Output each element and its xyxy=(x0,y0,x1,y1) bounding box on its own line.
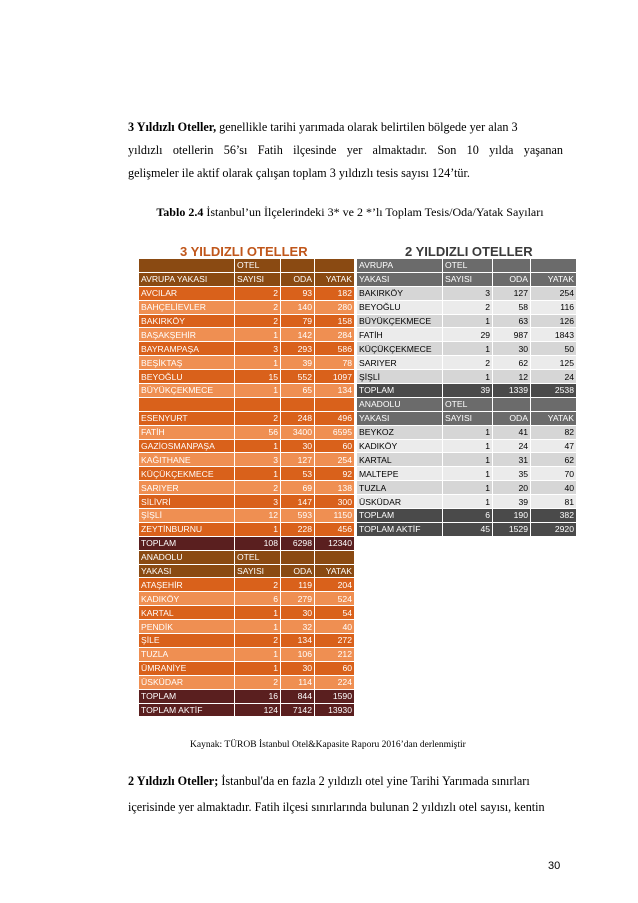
left-table-row xyxy=(139,300,355,314)
right-table-row xyxy=(357,384,577,398)
left-table-row xyxy=(139,550,355,564)
left-table-row xyxy=(139,564,355,578)
table-cell: 79 xyxy=(281,314,315,328)
table-cell: BEYKOZ xyxy=(357,425,443,439)
table-source: Kaynak: TÜROB İstanbul Otel&Kapasite Raporu 2016’dan derlenmiştir xyxy=(190,740,466,750)
table-cell: 30 xyxy=(281,606,315,620)
table-cell: 56 xyxy=(235,425,281,439)
intro-bold: 3 Yıldızlı Oteller, xyxy=(128,120,217,134)
table-cell: ODA xyxy=(281,564,315,578)
left-table-row xyxy=(139,384,355,398)
table-cell: BEYOĞLU xyxy=(139,370,235,384)
table-cell: 2 xyxy=(235,411,281,425)
right-table-row xyxy=(357,286,577,300)
intro-paragraph xyxy=(128,116,563,185)
table-cell: TOPLAM xyxy=(139,689,235,703)
table-cell: BEYOĞLU xyxy=(357,300,443,314)
table-cell: 126 xyxy=(531,314,577,328)
table-cell: 844 xyxy=(281,689,315,703)
table-cell: 65 xyxy=(281,384,315,398)
table-cell: 47 xyxy=(531,439,577,453)
intro-line3: gelişmeler ile aktif olarak çalışan toplam 3 yıldızlı tesis sayısı 124’tür. xyxy=(128,166,470,180)
right-table-row xyxy=(357,411,577,425)
table-cell xyxy=(281,259,315,273)
table-cell: 2 xyxy=(235,300,281,314)
table-cell: PENDİK xyxy=(139,620,235,634)
left-table-row xyxy=(139,481,355,495)
table-caption xyxy=(150,205,550,220)
table-cell: 3400 xyxy=(281,425,315,439)
right-table-row xyxy=(357,439,577,453)
left-table-row xyxy=(139,342,355,356)
table-cell: 53 xyxy=(281,467,315,481)
table-cell: 552 xyxy=(281,370,315,384)
table-cell: 1 xyxy=(235,467,281,481)
left-table-row xyxy=(139,328,355,342)
table-cell: 1 xyxy=(443,314,493,328)
table-cell: 272 xyxy=(315,634,355,648)
table-cell: ÜSKÜDAR xyxy=(357,495,443,509)
table-cell: SAYISI xyxy=(443,272,493,286)
table-cell: 41 xyxy=(493,425,531,439)
table-cell: 30 xyxy=(281,661,315,675)
table-cell: 1 xyxy=(443,453,493,467)
right-table-row xyxy=(357,272,577,286)
table-cell: 140 xyxy=(281,300,315,314)
table-cell: AVCILAR xyxy=(139,286,235,300)
table-cell: 224 xyxy=(315,675,355,689)
right-table-title: 2 YILDIZLI OTELLER xyxy=(405,244,533,259)
left-table-row xyxy=(139,453,355,467)
left-table-row xyxy=(139,425,355,439)
table-cell: 108 xyxy=(235,536,281,550)
left-table-row xyxy=(139,411,355,425)
table-cell: 62 xyxy=(493,356,531,370)
table-cell: 58 xyxy=(493,300,531,314)
intro-line2: yıldızlı otellerin 56’sı Fatih ilçesinde yer almaktadır. Son 10 yılda yaşanan xyxy=(128,143,563,157)
table-cell: 1150 xyxy=(315,509,355,523)
left-table-title: 3 YILDIZLI OTELLER xyxy=(180,244,308,259)
table-cell: 125 xyxy=(531,356,577,370)
table-cell: ATAŞEHİR xyxy=(139,578,235,592)
table-cell: ÜMRANİYE xyxy=(139,661,235,675)
table-cell: YAKASI xyxy=(139,564,235,578)
table-cell: 63 xyxy=(493,314,531,328)
table-cell: FATİH xyxy=(139,425,235,439)
table-cell: 69 xyxy=(281,481,315,495)
table-cell: 124 xyxy=(235,703,281,717)
left-table-row xyxy=(139,536,355,550)
table-cell: 300 xyxy=(315,495,355,509)
left-table-row xyxy=(139,606,355,620)
left-table-row xyxy=(139,522,355,536)
table-cell: 1 xyxy=(235,620,281,634)
left-table-row xyxy=(139,495,355,509)
table-cell: 39 xyxy=(281,356,315,370)
table-cell: 456 xyxy=(315,522,355,536)
left-table-row xyxy=(139,620,355,634)
table-cell: 279 xyxy=(281,592,315,606)
table-cell: 82 xyxy=(531,425,577,439)
left-table-row xyxy=(139,439,355,453)
table-cell: 1 xyxy=(235,384,281,398)
table-cell: YATAK xyxy=(315,272,355,286)
table-cell xyxy=(315,259,355,273)
table-cell: 1 xyxy=(443,439,493,453)
table-cell: AVRUPA xyxy=(357,259,443,273)
table-cell: YAKASI xyxy=(357,272,443,286)
table-cell: SAYISI xyxy=(443,411,493,425)
table-cell: 6 xyxy=(443,509,493,523)
table-cell: 2 xyxy=(235,578,281,592)
table-cell: ODA xyxy=(281,272,315,286)
table-cell: 1097 xyxy=(315,370,355,384)
table-cell: 62 xyxy=(531,453,577,467)
left-table-row xyxy=(139,578,355,592)
table-cell: 2 xyxy=(443,356,493,370)
table-cell: 2 xyxy=(443,300,493,314)
table-cell: 116 xyxy=(531,300,577,314)
table-cell: 182 xyxy=(315,286,355,300)
table-cell: ODA xyxy=(493,411,531,425)
table-cell: 30 xyxy=(493,342,531,356)
intro-line1: genellikle tarihi yarımada olarak belirtilen bölgede yer alan 3 xyxy=(216,120,518,134)
caption-label: Tablo 2.4 xyxy=(156,205,204,219)
table-cell: 2 xyxy=(235,286,281,300)
two-star-paragraph xyxy=(128,768,563,820)
table-cell: ANADOLU xyxy=(139,550,235,564)
table-cell: 204 xyxy=(315,578,355,592)
table-cell: 40 xyxy=(315,620,355,634)
two-star-line1: İstanbul'da en fazla 2 yıldızlı otel yine Tarihi Yarımada sınırları xyxy=(218,774,530,788)
table-cell: 2 xyxy=(235,481,281,495)
left-table-row xyxy=(139,370,355,384)
right-table-row xyxy=(357,370,577,384)
table-cell: 39 xyxy=(443,384,493,398)
table-cell: 2 xyxy=(235,314,281,328)
table-cell: SARIYER xyxy=(139,481,235,495)
table-cell: 1529 xyxy=(493,522,531,536)
page-number: 30 xyxy=(548,860,561,872)
table-cell: 106 xyxy=(281,647,315,661)
right-table-row xyxy=(357,314,577,328)
table-cell: 1 xyxy=(443,425,493,439)
right-table-row xyxy=(357,300,577,314)
table-cell: 15 xyxy=(235,370,281,384)
table-cell: 586 xyxy=(315,342,355,356)
table-cell: 1 xyxy=(443,467,493,481)
two-star-bold: 2 Yıldızlı Oteller; xyxy=(128,774,219,788)
table-cell: SAYISI xyxy=(235,272,281,286)
table-cell: SAYISI xyxy=(235,564,281,578)
left-table-row xyxy=(139,661,355,675)
table-cell: 29 xyxy=(443,328,493,342)
table-cell: KÜÇÜKÇEKMECE xyxy=(357,342,443,356)
table-cell: 987 xyxy=(493,328,531,342)
table-cell: 40 xyxy=(531,481,577,495)
table-cell: 1 xyxy=(443,495,493,509)
table-cell: TOPLAM AKTİF xyxy=(139,703,235,717)
table-cell: 1 xyxy=(235,356,281,370)
table-cell: TUZLA xyxy=(139,647,235,661)
table-cell: 134 xyxy=(281,634,315,648)
table-cell: KÜÇÜKÇEKMECE xyxy=(139,467,235,481)
left-table-row xyxy=(139,356,355,370)
table-cell: OTEL xyxy=(235,550,281,564)
table-cell xyxy=(139,397,235,411)
table-cell: 39 xyxy=(493,495,531,509)
table-cell: BAŞAKŞEHİR xyxy=(139,328,235,342)
left-table-row xyxy=(139,703,355,717)
table-cell: 2920 xyxy=(531,522,577,536)
table-cell: BÜYÜKÇEKMECE xyxy=(357,314,443,328)
left-table-row xyxy=(139,286,355,300)
table-cell: 20 xyxy=(493,481,531,495)
table-cell: ZEYTİNBURNU xyxy=(139,522,235,536)
table-cell: 1 xyxy=(235,661,281,675)
right-table-row xyxy=(357,495,577,509)
table-cell: 284 xyxy=(315,328,355,342)
table-cell: 92 xyxy=(315,467,355,481)
table-cell: 1 xyxy=(235,647,281,661)
table-cell: 254 xyxy=(315,453,355,467)
table-cell: 24 xyxy=(493,439,531,453)
table-cell: 45 xyxy=(443,522,493,536)
right-table-row xyxy=(357,328,577,342)
right-table-row xyxy=(357,356,577,370)
table-cell: 1 xyxy=(235,439,281,453)
table-cell: 6595 xyxy=(315,425,355,439)
table-cell: MALTEPE xyxy=(357,467,443,481)
table-cell: 2538 xyxy=(531,384,577,398)
table-cell xyxy=(315,397,355,411)
table-cell xyxy=(281,397,315,411)
table-cell xyxy=(531,259,577,273)
table-cell: 3 xyxy=(235,453,281,467)
table-cell: GAZİOSMANPAŞA xyxy=(139,439,235,453)
table-cell: 6 xyxy=(235,592,281,606)
three-star-table xyxy=(138,258,355,717)
table-cell: TOPLAM xyxy=(139,536,235,550)
table-cell xyxy=(531,397,577,411)
table-cell: 31 xyxy=(493,453,531,467)
right-table-row xyxy=(357,467,577,481)
table-cell: ESENYURT xyxy=(139,411,235,425)
table-cell: 119 xyxy=(281,578,315,592)
table-cell: BAKIRKÖY xyxy=(357,286,443,300)
table-cell: TOPLAM AKTİF xyxy=(357,522,443,536)
table-cell: 30 xyxy=(281,439,315,453)
table-cell: OTEL xyxy=(443,397,493,411)
table-cell: 1 xyxy=(235,522,281,536)
left-table-row xyxy=(139,675,355,689)
right-table-row xyxy=(357,522,577,536)
table-cell: 382 xyxy=(531,509,577,523)
table-cell: 1 xyxy=(443,370,493,384)
caption-text: İstanbul’un İlçelerindeki 3* ve 2 *’lı Toplam Tesis/Oda/Yatak Sayıları xyxy=(203,205,544,219)
left-table-row xyxy=(139,259,355,273)
table-cell: 12 xyxy=(235,509,281,523)
table-cell xyxy=(281,550,315,564)
table-cell: 524 xyxy=(315,592,355,606)
table-cell: 114 xyxy=(281,675,315,689)
left-table-row xyxy=(139,397,355,411)
right-table-row xyxy=(357,481,577,495)
table-cell: ODA xyxy=(493,272,531,286)
table-cell: AVRUPA YAKASI xyxy=(139,272,235,286)
right-table-row xyxy=(357,397,577,411)
table-cell: KADIKÖY xyxy=(357,439,443,453)
table-cell: BÜYÜKÇEKMECE xyxy=(139,384,235,398)
table-cell: KAĞITHANE xyxy=(139,453,235,467)
table-cell: BAHÇELİEVLER xyxy=(139,300,235,314)
table-cell: 1 xyxy=(235,328,281,342)
left-table-row xyxy=(139,509,355,523)
table-cell xyxy=(493,397,531,411)
table-cell: ANADOLU xyxy=(357,397,443,411)
right-table-row xyxy=(357,509,577,523)
table-cell: 293 xyxy=(281,342,315,356)
table-cell: OTEL xyxy=(235,259,281,273)
table-cell: 1 xyxy=(443,481,493,495)
table-cell: 12 xyxy=(493,370,531,384)
two-star-table xyxy=(356,258,577,537)
table-cell: BAKIRKÖY xyxy=(139,314,235,328)
table-cell: 24 xyxy=(531,370,577,384)
table-cell: TUZLA xyxy=(357,481,443,495)
table-cell: 70 xyxy=(531,467,577,481)
table-cell: 248 xyxy=(281,411,315,425)
table-cell: 254 xyxy=(531,286,577,300)
table-cell: ÜSKÜDAR xyxy=(139,675,235,689)
table-cell: TOPLAM xyxy=(357,509,443,523)
table-cell: FATİH xyxy=(357,328,443,342)
table-cell: KARTAL xyxy=(357,453,443,467)
right-table-row xyxy=(357,453,577,467)
left-table-row xyxy=(139,272,355,286)
table-cell: 228 xyxy=(281,522,315,536)
table-cell: 147 xyxy=(281,495,315,509)
table-cell: 127 xyxy=(493,286,531,300)
table-cell: YATAK xyxy=(531,411,577,425)
table-cell: BAYRAMPAŞA xyxy=(139,342,235,356)
table-cell: 2 xyxy=(235,634,281,648)
table-cell: 158 xyxy=(315,314,355,328)
table-cell: 212 xyxy=(315,647,355,661)
table-cell: 3 xyxy=(235,342,281,356)
table-cell: 142 xyxy=(281,328,315,342)
table-cell: SİLİVRİ xyxy=(139,495,235,509)
table-cell: 1 xyxy=(235,606,281,620)
table-cell: KARTAL xyxy=(139,606,235,620)
right-table-row xyxy=(357,259,577,273)
table-cell: 2 xyxy=(235,675,281,689)
table-cell: ŞİŞLİ xyxy=(139,509,235,523)
table-cell: YAKASI xyxy=(357,411,443,425)
table-cell: 13930 xyxy=(315,703,355,717)
table-cell xyxy=(139,259,235,273)
table-cell: 50 xyxy=(531,342,577,356)
table-cell: 280 xyxy=(315,300,355,314)
two-star-line2: içerisinde yer almaktadır. Fatih ilçesi sınırlarında bulunan 2 yıldızlı otel sayısı, kentin xyxy=(128,800,545,814)
table-cell: 138 xyxy=(315,481,355,495)
table-cell: ŞİLE xyxy=(139,634,235,648)
table-cell: 3 xyxy=(443,286,493,300)
table-cell: 496 xyxy=(315,411,355,425)
left-table-row xyxy=(139,592,355,606)
table-cell: BEŞİKTAŞ xyxy=(139,356,235,370)
table-cell: 1339 xyxy=(493,384,531,398)
table-cell: 3 xyxy=(235,495,281,509)
table-cell: 1 xyxy=(443,342,493,356)
table-cell: 7142 xyxy=(281,703,315,717)
table-cell: 593 xyxy=(281,509,315,523)
table-cell: 134 xyxy=(315,384,355,398)
table-cell: 1590 xyxy=(315,689,355,703)
table-cell: 35 xyxy=(493,467,531,481)
left-table-row xyxy=(139,467,355,481)
table-cell xyxy=(235,397,281,411)
table-cell xyxy=(315,550,355,564)
table-cell: 78 xyxy=(315,356,355,370)
right-table-row xyxy=(357,342,577,356)
table-cell: 1843 xyxy=(531,328,577,342)
table-cell: 81 xyxy=(531,495,577,509)
table-cell: 12340 xyxy=(315,536,355,550)
left-table-row xyxy=(139,314,355,328)
table-cell: 60 xyxy=(315,439,355,453)
table-cell: KADIKÖY xyxy=(139,592,235,606)
table-cell: YATAK xyxy=(531,272,577,286)
table-cell: 32 xyxy=(281,620,315,634)
table-cell: SARIYER xyxy=(357,356,443,370)
table-cell: 190 xyxy=(493,509,531,523)
table-cell: 127 xyxy=(281,453,315,467)
left-table-row xyxy=(139,634,355,648)
table-cell: 6298 xyxy=(281,536,315,550)
table-cell: ŞİŞLİ xyxy=(357,370,443,384)
table-cell: YATAK xyxy=(315,564,355,578)
left-table-row xyxy=(139,647,355,661)
left-table-row xyxy=(139,689,355,703)
table-cell: 93 xyxy=(281,286,315,300)
table-cell: TOPLAM xyxy=(357,384,443,398)
table-cell: OTEL xyxy=(443,259,493,273)
table-cell: 16 xyxy=(235,689,281,703)
right-table-row xyxy=(357,425,577,439)
table-cell: 54 xyxy=(315,606,355,620)
table-cell xyxy=(493,259,531,273)
table-cell: 60 xyxy=(315,661,355,675)
